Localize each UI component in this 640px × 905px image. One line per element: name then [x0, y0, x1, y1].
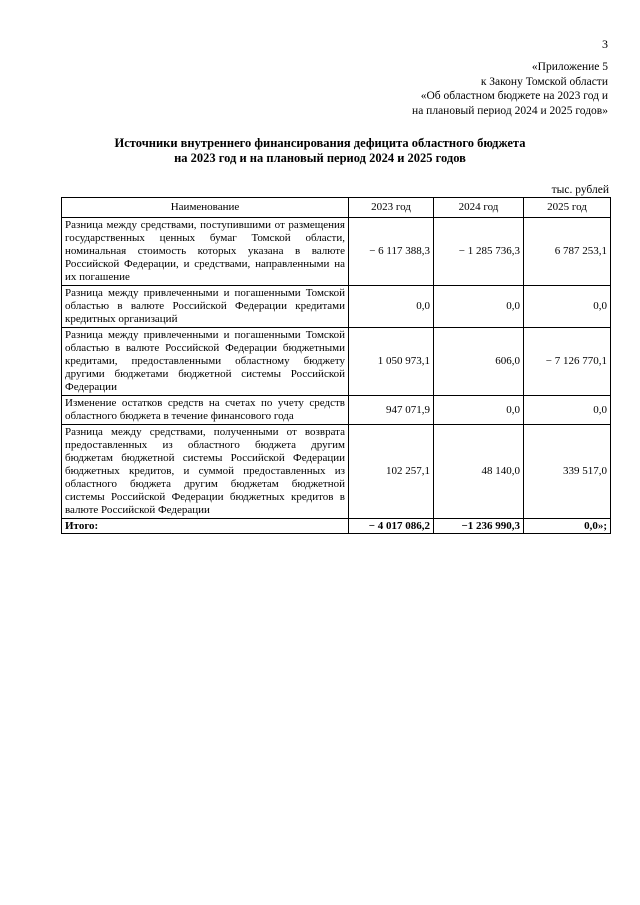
row-name: Разница между средствами, поступившими от размещения государственных ценных бумаг Томской области, номинальная стоимость которых указана в валюте Российской Федерации, и средствами, направленными на их погашение	[62, 218, 349, 286]
row-name: Разница между привлеченными и погашенными Томской областью в валюте Российской Федерации кредитами кредитных организаций	[62, 286, 349, 328]
value-2024: 0,0	[434, 396, 524, 425]
total-label: Итого:	[62, 519, 349, 534]
value-2024: 0,0	[434, 286, 524, 328]
table-row	[62, 328, 611, 396]
title-line: Источники внутреннего финансирования дефицита областного бюджета	[114, 136, 526, 150]
total-2024: −1 236 990,3	[434, 519, 524, 534]
value-2025: 6 787 253,1	[524, 218, 611, 286]
row-name: Разница между привлеченными и погашенными Томской областью в валюте Российской Федерации бюджетными кредитами, предоставленными областному бюджету другими бюджетами бюджетной системы Российской Федерации	[62, 328, 349, 396]
value-2025: 0,0	[524, 286, 611, 328]
value-2025: 339 517,0	[524, 425, 611, 519]
value-2023: 947 071,9	[349, 396, 434, 425]
units-label: тыс. рублей	[551, 184, 609, 196]
value-2023: 0,0	[349, 286, 434, 328]
header-name: Наименование	[62, 198, 349, 218]
appendix-note	[412, 60, 608, 118]
value-2025: 0,0	[524, 396, 611, 425]
header-2023: 2023 год	[349, 198, 434, 218]
value-2024: 48 140,0	[434, 425, 524, 519]
value-2024: 606,0	[434, 328, 524, 396]
appendix-line: «Приложение 5	[531, 61, 608, 73]
value-2023: 102 257,1	[349, 425, 434, 519]
table-row	[62, 286, 611, 328]
title-line: на 2023 год и на плановый период 2024 и 2025 годов	[174, 151, 466, 165]
row-name: Разница между средствами, полученными от возврата предоставленных из областного бюджета другим бюджетам бюджетной системы Российской Федерации бюджетных кредитов, и суммой предоставленных из областного бюджета другим бюджетам бюджетной системы Российской Федерации бюджетных кредитов в валюте Российской Федерации	[62, 425, 349, 519]
appendix-line: к Закону Томской области	[480, 75, 608, 88]
total-2025: 0,0»;	[524, 519, 611, 534]
appendix-line: «Об областном бюджете на 2023 год и	[420, 90, 608, 102]
document-title	[0, 136, 640, 166]
header-2025: 2025 год	[524, 198, 611, 218]
appendix-line: на плановый период 2024 и 2025 годов»	[412, 104, 608, 117]
value-2023: 1 050 973,1	[349, 328, 434, 396]
value-2024: − 1 285 736,3	[434, 218, 524, 286]
table-row	[62, 425, 611, 519]
row-name: Изменение остатков средств на счетах по учету средств областного бюджета в течение финансового года	[62, 396, 349, 425]
table-header-row	[62, 198, 611, 218]
total-2023: − 4 017 086,2	[349, 519, 434, 534]
page-number: 3	[602, 37, 608, 51]
table-row	[62, 396, 611, 425]
value-2023: − 6 117 388,3	[349, 218, 434, 286]
value-2025: − 7 126 770,1	[524, 328, 611, 396]
total-row	[62, 519, 611, 534]
table-row	[62, 218, 611, 286]
financing-sources-table	[61, 197, 611, 534]
header-2024: 2024 год	[434, 198, 524, 218]
